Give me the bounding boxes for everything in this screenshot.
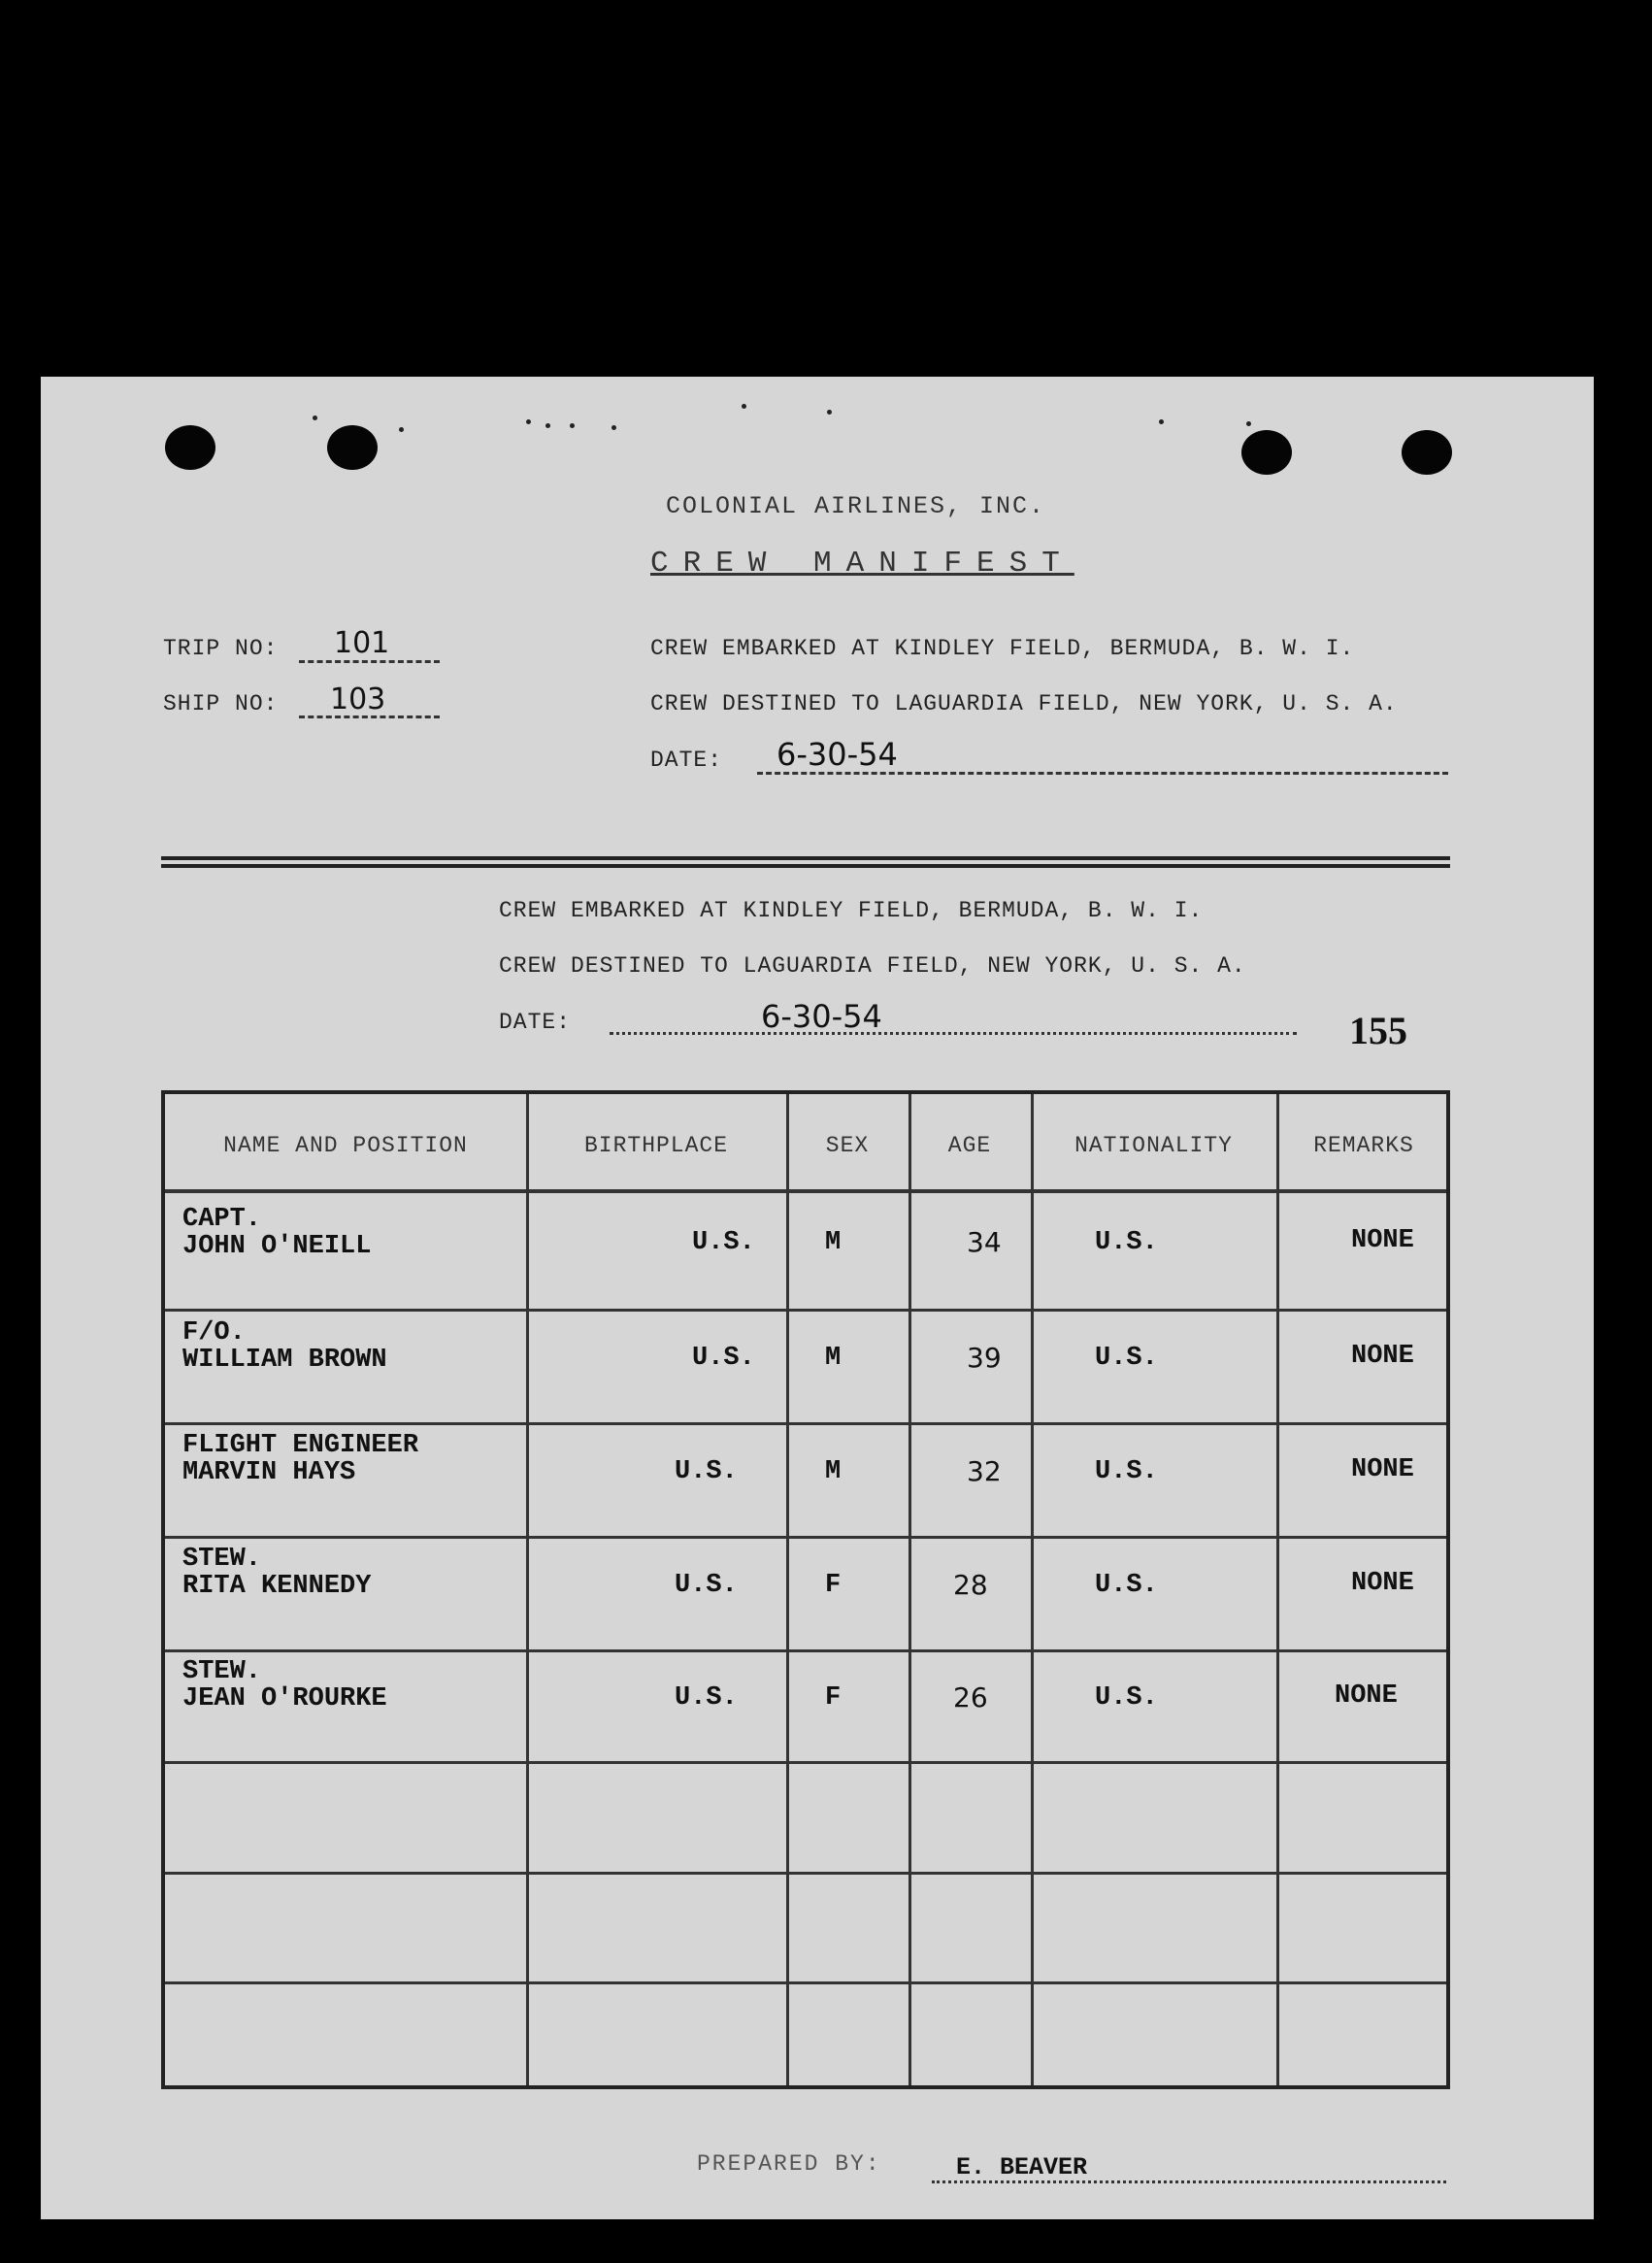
row-3-position: FLIGHT ENGINEER <box>182 1431 419 1460</box>
row-4-age: 28 <box>953 1569 988 1601</box>
row-divider <box>165 1872 1446 1875</box>
ship-no-underline <box>299 716 440 718</box>
speck <box>611 425 616 430</box>
header-age: AGE <box>947 1133 992 1158</box>
row-2-remarks: NONE <box>1351 1342 1414 1371</box>
prepared-by-underline <box>932 2180 1446 2183</box>
row-4-name: RITA KENNEDY <box>182 1572 372 1601</box>
row-2-position: F/O. <box>182 1318 246 1348</box>
header-remarks: REMARKS <box>1313 1133 1414 1158</box>
speck <box>827 410 832 415</box>
row-2-nationality: U.S. <box>1095 1344 1158 1373</box>
top-embarked-line: CREW EMBARKED AT KINDLEY FIELD, BERMUDA, B. W. I. <box>650 636 1355 661</box>
mid-embarked-line: CREW EMBARKED AT KINDLEY FIELD, BERMUDA, B. W. I. <box>499 898 1204 923</box>
row-1-age: 34 <box>967 1226 1002 1258</box>
row-5-age: 26 <box>953 1681 988 1714</box>
mid-date-label: DATE: <box>499 1010 572 1035</box>
punch-hole <box>165 425 215 470</box>
row-1-birthplace: U.S. <box>692 1228 755 1257</box>
row-2-birthplace: U.S. <box>692 1344 755 1373</box>
row-3-sex: M <box>825 1457 842 1486</box>
speck <box>570 423 575 428</box>
row-3-age: 32 <box>967 1455 1002 1487</box>
col-divider <box>1276 1094 1279 2085</box>
speck <box>1246 421 1251 426</box>
trip-no-underline <box>299 660 440 663</box>
row-divider <box>165 1649 1446 1652</box>
row-3-birthplace: U.S. <box>675 1457 738 1486</box>
row-4-birthplace: U.S. <box>675 1571 738 1600</box>
punch-hole <box>327 425 378 470</box>
row-3-remarks: NONE <box>1351 1455 1414 1484</box>
speck <box>313 416 317 420</box>
top-destined-line: CREW DESTINED TO LAGUARDIA FIELD, NEW YORK, U. S. A. <box>650 691 1398 716</box>
punch-hole <box>1241 430 1292 475</box>
document-title: CREW MANIFEST <box>650 547 1074 581</box>
row-5-nationality: U.S. <box>1095 1683 1158 1713</box>
row-4-sex: F <box>825 1571 842 1600</box>
row-1-name: JOHN O'NEILL <box>182 1232 372 1261</box>
row-divider <box>165 1422 1446 1425</box>
row-2-age: 39 <box>967 1342 1002 1374</box>
top-date-label: DATE: <box>650 748 723 773</box>
row-divider <box>165 1309 1446 1312</box>
speck <box>742 404 746 409</box>
section-divider <box>161 856 1450 868</box>
col-divider <box>909 1094 911 2085</box>
row-4-remarks: NONE <box>1351 1569 1414 1598</box>
col-divider <box>786 1094 789 2085</box>
speck <box>526 419 531 424</box>
page-number: 155 <box>1349 1009 1407 1052</box>
col-divider <box>526 1094 529 2085</box>
punch-hole <box>1402 430 1452 475</box>
row-1-remarks: NONE <box>1351 1226 1414 1255</box>
col-divider <box>1031 1094 1034 2085</box>
header-nationality: NATIONALITY <box>1074 1133 1233 1158</box>
speck <box>399 427 404 432</box>
row-5-position: STEW. <box>182 1657 262 1686</box>
row-5-birthplace: U.S. <box>675 1683 738 1713</box>
row-5-sex: F <box>825 1683 842 1713</box>
crew-table <box>161 1090 1450 2089</box>
row-2-sex: M <box>825 1344 842 1373</box>
prepared-by-value: E. BEAVER <box>956 2153 1088 2181</box>
prepared-by-label: PREPARED BY: <box>697 2151 881 2177</box>
top-date-value: 6-30-54 <box>776 736 898 773</box>
company-name: COLONIAL AIRLINES, INC. <box>666 492 1046 520</box>
mid-destined-line: CREW DESTINED TO LAGUARDIA FIELD, NEW YORK, U. S. A. <box>499 953 1246 979</box>
ship-no-value: 103 <box>330 682 386 716</box>
row-divider <box>165 1189 1446 1193</box>
ship-no-label: SHIP NO: <box>163 691 279 716</box>
mid-date-underline <box>610 1032 1297 1035</box>
row-2-name: WILLIAM BROWN <box>182 1346 387 1375</box>
row-4-nationality: U.S. <box>1095 1571 1158 1600</box>
header-name-position: NAME AND POSITION <box>223 1133 468 1158</box>
mid-date-value: 6-30-54 <box>761 998 882 1035</box>
row-divider <box>165 1981 1446 1984</box>
header-birthplace: BIRTHPLACE <box>583 1133 729 1158</box>
top-date-underline <box>757 772 1448 775</box>
row-3-name: MARVIN HAYS <box>182 1458 356 1487</box>
row-1-position: CAPT. <box>182 1205 262 1234</box>
row-divider <box>165 1536 1446 1539</box>
trip-no-label: TRIP NO: <box>163 636 279 661</box>
row-1-sex: M <box>825 1228 842 1257</box>
row-divider <box>165 1761 1446 1764</box>
row-5-name: JEAN O'ROURKE <box>182 1684 387 1714</box>
row-5-remarks: NONE <box>1335 1681 1398 1711</box>
row-1-nationality: U.S. <box>1095 1228 1158 1257</box>
row-4-position: STEW. <box>182 1545 262 1574</box>
row-3-nationality: U.S. <box>1095 1457 1158 1486</box>
speck <box>1159 419 1164 424</box>
speck <box>545 423 550 428</box>
header-sex: SEX <box>825 1133 870 1158</box>
trip-no-value: 101 <box>334 626 390 660</box>
